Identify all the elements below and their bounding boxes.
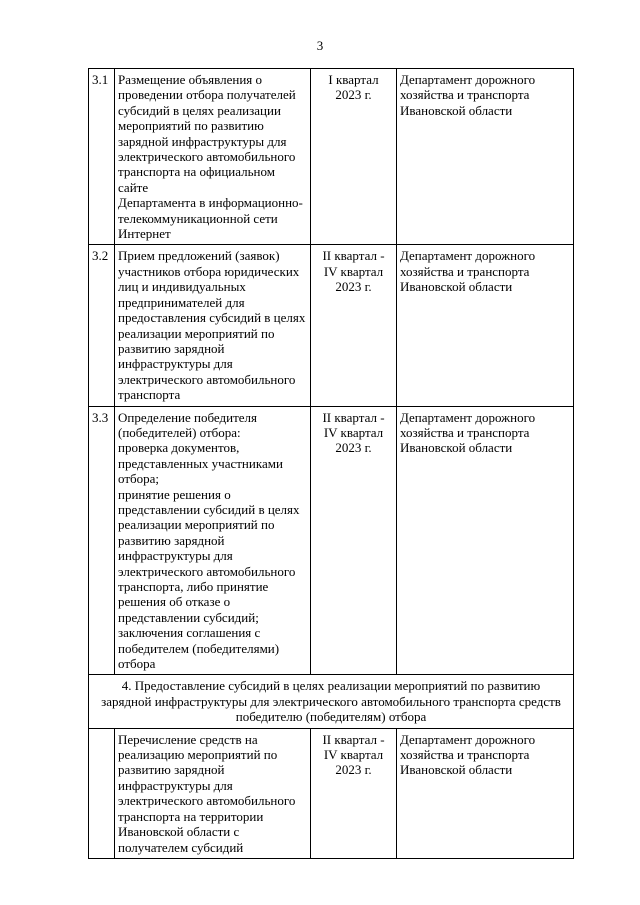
responsible-department: Департамент дорожного хозяйства и транспорта Ивановской области [397, 728, 574, 858]
activity-description: Размещение объявления о проведении отбора получателей субсидий в целях реализации мероприятий по развитию зарядной инфраструктуры для электрического автомобильного транспорта на официальном сайте Департамента в информационно- телекоммуникационной сети Интернет [115, 69, 311, 245]
table-row [89, 245, 574, 406]
section-header-row [89, 675, 574, 728]
responsible-department: Департамент дорожного хозяйства и транспорта Ивановской области [397, 406, 574, 675]
table-row [89, 69, 574, 245]
row-number: 3.3 [89, 406, 115, 675]
activity-description: Прием предложений (заявок) участников отбора юридических лиц и индивидуальных предпринимателей для предоставления субсидий в целях реализации мероприятий по развитию зарядной инфраструктуры для электрического автомобильного транспорта [115, 245, 311, 406]
table-row [89, 406, 574, 675]
section-heading-line: победителю (победителям) отбора [235, 709, 427, 725]
activity-term: II квартал - IV квартал 2023 г. [311, 728, 397, 858]
activity-term: II квартал - IV квартал 2023 г. [311, 406, 397, 675]
activity-term: II квартал - IV квартал 2023 г. [311, 245, 397, 406]
row-number: 3.1 [89, 69, 115, 245]
activities-table [88, 68, 574, 859]
responsible-department: Департамент дорожного хозяйства и транспорта Ивановской области [397, 245, 574, 406]
activity-term: I квартал 2023 г. [311, 69, 397, 245]
activity-description: Определение победителя (победителей) отбора: проверка документов, представленных участниками отбора; принятие решения о представлении субсидий в целях реализации мероприятий по развитию зарядной инфраструктуры для электрического автомобильного транспорта, либо принятие решения об отказе о представлении субсидий; заключения соглашения с победителем (победителями) отбора [115, 406, 311, 675]
row-number [89, 728, 115, 858]
section-heading-line: 4. Предоставление субсидий в целях реализации мероприятий по развитию [121, 678, 541, 694]
table-row [89, 728, 574, 858]
section-heading-line: зарядной инфраструктуры для электрического автомобильного транспорта средств [101, 693, 561, 709]
activity-description: Перечисление средств на реализацию мероприятий по развитию зарядной инфраструктуры для электрического автомобильного транспорта на территории Ивановской области с получателем субсидий [115, 728, 311, 858]
responsible-department: Департамент дорожного хозяйства и транспорта Ивановской области [397, 69, 574, 245]
page-number: 3 [316, 38, 324, 53]
section-4-heading [89, 675, 574, 728]
row-number: 3.2 [89, 245, 115, 406]
